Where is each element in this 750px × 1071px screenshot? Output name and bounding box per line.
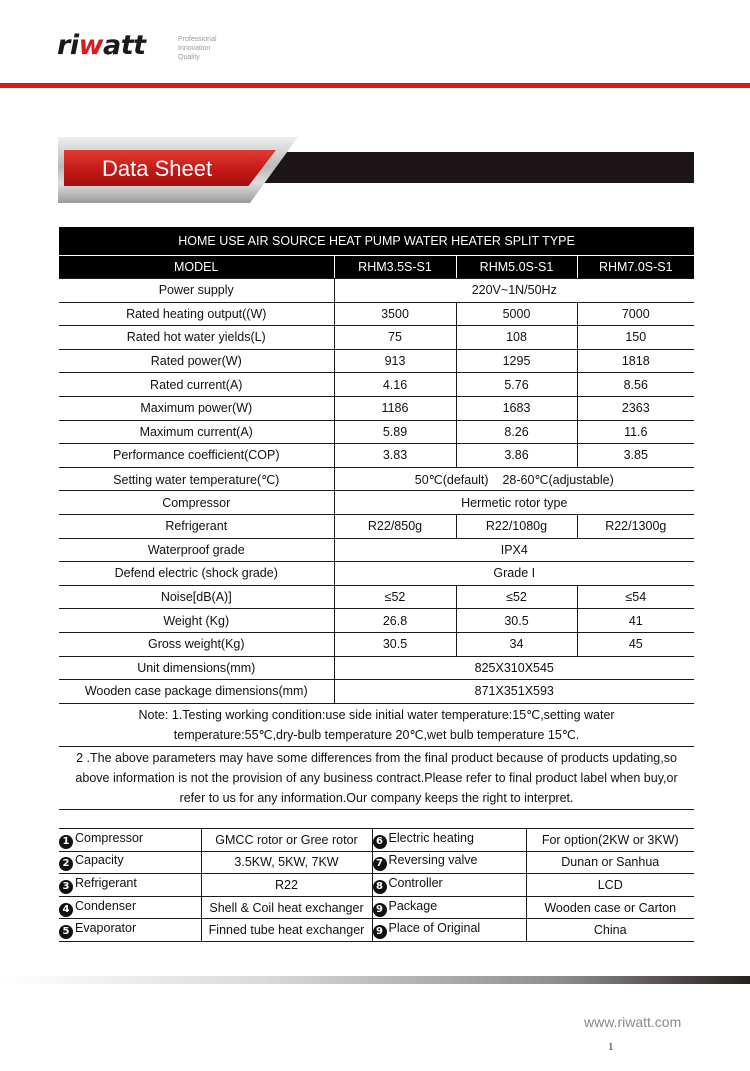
component-name-cell — [59, 851, 201, 874]
spec-value: R22/1080g — [456, 514, 577, 538]
note-2-row — [59, 746, 694, 809]
spec-row — [59, 444, 694, 468]
spec-value: 30.5 — [456, 609, 577, 633]
spec-value: 1818 — [577, 349, 694, 373]
item-number-badge: 1 — [59, 835, 73, 849]
spec-value: 34 — [456, 632, 577, 656]
item-number-badge: 6 — [373, 835, 387, 849]
component-value-cell — [526, 829, 694, 852]
spec-label: Setting water temperature(℃) — [59, 467, 334, 491]
note-1-line: temperature:55℃,dry-bulb temperature 20℃,wet bulb temperature 15℃. — [173, 727, 580, 742]
spec-table — [59, 227, 694, 810]
spec-row — [59, 585, 694, 609]
spec-row — [59, 632, 694, 656]
component-name-cell — [372, 919, 526, 942]
component-name-cell — [59, 829, 201, 852]
model-header: MODEL — [59, 256, 334, 279]
spec-value: ≤52 — [456, 585, 577, 609]
spec-value: 5000 — [456, 302, 577, 326]
component-value-cell — [526, 874, 694, 897]
spec-value: 1683 — [456, 396, 577, 420]
component-name: Compressor — [75, 830, 144, 845]
spec-label: Compressor — [59, 491, 334, 515]
spec-row — [59, 279, 694, 303]
spec-row — [59, 538, 694, 562]
spec-row — [59, 656, 694, 680]
spec-row — [59, 420, 694, 444]
component-value-cell — [201, 919, 372, 942]
footer-divider — [0, 976, 750, 984]
spec-label: Maximum current(A) — [59, 420, 334, 444]
component-name-cell — [372, 851, 526, 874]
component-name-cell — [372, 874, 526, 897]
component-name: Capacity — [75, 853, 124, 868]
component-value: 3.5KW, 5KW, 7KW — [234, 855, 339, 870]
spec-value: 41 — [577, 609, 694, 633]
spec-value: 108 — [456, 326, 577, 350]
spec-row — [59, 373, 694, 397]
footer-website: www.riwatt.com — [584, 1014, 682, 1030]
component-row — [59, 851, 694, 874]
component-value: Dunan or Sanhua — [561, 855, 660, 870]
component-name: Package — [388, 898, 438, 913]
logo-text-suffix: att — [103, 30, 146, 61]
spec-row — [59, 609, 694, 633]
spec-row — [59, 491, 694, 515]
component-value: Shell & Coil heat exchanger — [209, 900, 364, 915]
component-value: Wooden case or Carton — [544, 900, 677, 915]
logo-text-prefix: ri — [57, 30, 79, 61]
spec-table-title: HOME USE AIR SOURCE HEAT PUMP WATER HEATER SPLIT TYPE — [59, 227, 694, 256]
tagline-line: Professional — [178, 36, 217, 43]
note-1 — [59, 703, 694, 746]
component-row — [59, 896, 694, 919]
item-number-badge: 4 — [59, 903, 73, 917]
component-name: Controller — [388, 875, 443, 890]
header-divider — [0, 83, 750, 88]
spec-value: 4.16 — [334, 373, 456, 397]
spec-label: Waterproof grade — [59, 538, 334, 562]
spec-value: 7000 — [577, 302, 694, 326]
component-name: Condenser — [75, 898, 137, 913]
spec-value-merged: Hermetic rotor type — [334, 491, 694, 515]
component-value: For option(2KW or 3KW) — [541, 832, 679, 847]
spec-table-title-row — [59, 227, 694, 256]
spec-label: Performance coefficient(COP) — [59, 444, 334, 468]
spec-label: Wooden case package dimensions(mm) — [59, 680, 334, 704]
page-number: 1 — [608, 1041, 614, 1053]
spec-value-merged: 50℃(default) 28-60℃(adjustable) — [334, 467, 694, 491]
component-value-cell — [201, 874, 372, 897]
component-row — [59, 919, 694, 942]
spec-value: 45 — [577, 632, 694, 656]
component-name-cell — [59, 874, 201, 897]
spec-label: Noise[dB(A)] — [59, 585, 334, 609]
component-name: Refrigerant — [75, 875, 137, 890]
component-value: LCD — [597, 877, 623, 892]
spec-value: R22/1300g — [577, 514, 694, 538]
item-number-badge: 5 — [59, 925, 73, 939]
item-number-badge: 8 — [373, 880, 387, 894]
data-sheet-banner — [58, 137, 694, 203]
component-name: Place of Original — [388, 921, 481, 936]
spec-row — [59, 302, 694, 326]
item-number-badge: 7 — [373, 857, 387, 871]
spec-row — [59, 326, 694, 350]
item-number-badge: 9 — [373, 903, 387, 917]
spec-label: Defend electric (shock grade) — [59, 562, 334, 586]
note-2 — [59, 746, 694, 809]
spec-label: Rated power(W) — [59, 349, 334, 373]
spec-label: Gross weight(Kg) — [59, 632, 334, 656]
component-name: Reversing valve — [388, 853, 478, 868]
component-value: Finned tube heat exchanger — [208, 923, 365, 938]
component-value: China — [593, 923, 627, 938]
spec-row — [59, 349, 694, 373]
spec-label: Weight (Kg) — [59, 609, 334, 633]
component-name-cell — [372, 829, 526, 852]
spec-value: 30.5 — [334, 632, 456, 656]
spec-value: ≤52 — [334, 585, 456, 609]
spec-value: 5.89 — [334, 420, 456, 444]
spec-value: 3.86 — [456, 444, 577, 468]
tagline-line: Innovation — [178, 45, 211, 52]
item-number-badge: 3 — [59, 880, 73, 894]
spec-label: Rated hot water yields(L) — [59, 326, 334, 350]
spec-label: Power supply — [59, 279, 334, 303]
spec-value: 3.83 — [334, 444, 456, 468]
tagline-line: Quality — [178, 54, 200, 61]
spec-row — [59, 514, 694, 538]
component-value-cell — [201, 829, 372, 852]
spec-value: 913 — [334, 349, 456, 373]
spec-value: 3.85 — [577, 444, 694, 468]
model-name: RHM7.0S-S1 — [577, 256, 694, 279]
component-value: R22 — [275, 877, 298, 892]
component-row — [59, 829, 694, 852]
spec-value: 1186 — [334, 396, 456, 420]
spec-value-merged: 220V~1N/50Hz — [334, 279, 694, 303]
note-1-row — [59, 703, 694, 746]
component-name-cell — [59, 919, 201, 942]
component-value-cell — [526, 851, 694, 874]
component-value-cell — [201, 896, 372, 919]
component-name-cell — [59, 896, 201, 919]
component-name-cell — [372, 896, 526, 919]
spec-value: R22/850g — [334, 514, 456, 538]
spec-value: 8.56 — [577, 373, 694, 397]
spec-label: Refrigerant — [59, 514, 334, 538]
spec-value: 75 — [334, 326, 456, 350]
spec-value: 5.76 — [456, 373, 577, 397]
banner-title: Data Sheet — [102, 156, 213, 181]
spec-label: Unit dimensions(mm) — [59, 656, 334, 680]
component-value-cell — [526, 919, 694, 942]
brand-logo — [57, 30, 146, 61]
spec-value-merged: IPX4 — [334, 538, 694, 562]
note-2-line: refer to us for any information.Our company keeps the right to interpret. — [179, 790, 574, 805]
spec-value: 2363 — [577, 396, 694, 420]
spec-value: 150 — [577, 326, 694, 350]
spec-value: ≤54 — [577, 585, 694, 609]
component-value: GMCC rotor or Gree rotor — [215, 832, 358, 847]
component-value-cell — [201, 851, 372, 874]
component-value-cell — [526, 896, 694, 919]
item-number-badge: 9 — [373, 925, 387, 939]
note-2-line: above information is not the provision of any business contract.Please refer to final product label when buy,or — [75, 770, 678, 785]
spec-value: 26.8 — [334, 609, 456, 633]
model-name: RHM3.5S-S1 — [334, 256, 456, 279]
component-row — [59, 874, 694, 897]
spec-value-merged: 871X351X593 — [334, 680, 694, 704]
spec-row — [59, 467, 694, 491]
model-name: RHM5.0S-S1 — [456, 256, 577, 279]
spec-value: 1295 — [456, 349, 577, 373]
component-name: Evaporator — [75, 921, 137, 936]
spec-value-merged: 825X310X545 — [334, 656, 694, 680]
components-table — [59, 828, 694, 942]
spec-label: Rated current(A) — [59, 373, 334, 397]
spec-label: Maximum power(W) — [59, 396, 334, 420]
spec-value: 8.26 — [456, 420, 577, 444]
logo-text-w: w — [78, 30, 104, 61]
spec-label: Rated heating output((W) — [59, 302, 334, 326]
note-2-line: 2 .The above parameters may have some differences from the final product because of products updating,so — [76, 750, 677, 765]
spec-row — [59, 396, 694, 420]
spec-row — [59, 680, 694, 704]
spec-value: 3500 — [334, 302, 456, 326]
spec-table-header-row — [59, 256, 694, 279]
spec-value: 11.6 — [577, 420, 694, 444]
spec-value-merged: Grade I — [334, 562, 694, 586]
spec-row — [59, 562, 694, 586]
component-name: Electric heating — [388, 830, 474, 845]
note-1-line: Note: 1.Testing working condition:use side initial water temperature:15℃,setting water — [138, 707, 615, 722]
brand-tagline — [178, 35, 217, 62]
item-number-badge: 2 — [59, 857, 73, 871]
